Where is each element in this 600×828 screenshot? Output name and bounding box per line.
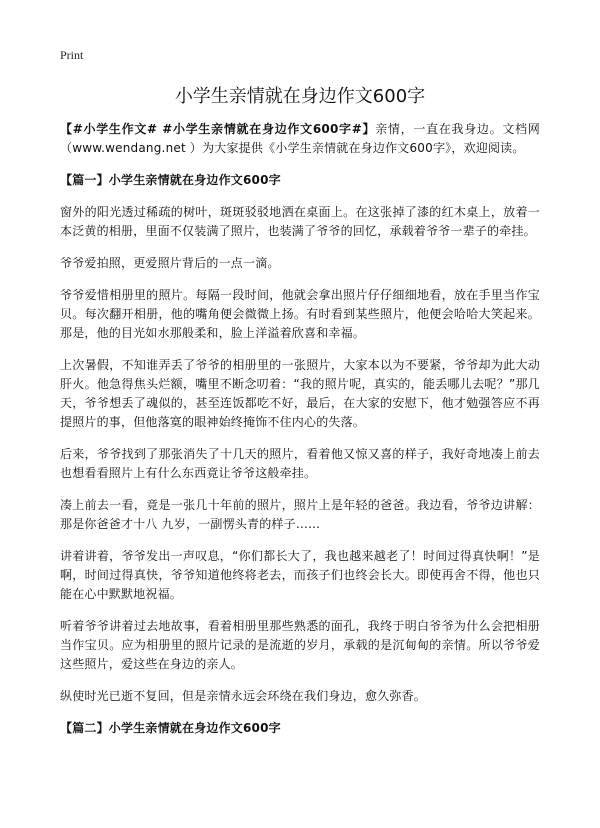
section-heading-1: 【篇一】小学生亲情就在身边作文600字	[60, 173, 281, 187]
paragraph-6: 凑上前去一看，竟是一张几十年前的照片，照片上是年轻的爸爸。我边看，爷爷边讲解：那是你爸爸才十八 九岁，一副愣头青的样子……	[60, 498, 540, 531]
document-body	[60, 120, 540, 751]
intro-tags: 【#小学生作文# #小学生亲情就在身边作文600字#】	[60, 122, 376, 136]
paragraph-5: 后来，爷爷找到了那张消失了十几天的照片，看着他又惊又喜的样子，我好奇地凑上前去也想看看照片上有什么东西竟让爷爷这般牵挂。	[60, 447, 540, 480]
section-heading-2: 【篇二】小学生亲情就在身边作文600字	[60, 721, 281, 735]
print-label: Print	[60, 48, 84, 62]
paragraph-7: 讲着讲着，爷爷发出一声叹息，“你们都长大了，我也越来越老了！时间过得真快啊！”是啊，时间过得真快，爷爷知道他终将老去，而孩子们也终会长大。即使再舍不得，他也只能在心中默默地祝福。	[60, 549, 540, 601]
document-title: 小学生亲情就在身边作文600字	[174, 86, 426, 107]
paragraph-8: 听着爷爷讲着过去地故事，看着相册里那些熟悉的面孔，我终于明白爷爷为什么会把相册当作宝贝。应为相册里的照片记录的是流逝的岁月，承载的是沉甸甸的亲情。所以爷爷爱这些照片，爱这些在身边的亲人。	[60, 619, 540, 671]
paragraph-1: 窗外的阳光透过稀疏的树叶，斑斑驳驳地洒在桌面上。在这张掉了漆的红木桌上，放着一本泛黄的相册，里面不仅装满了照片，也装满了爷爷的回忆，承载着爷爷一辈子的牵挂。	[60, 205, 540, 238]
paragraph-3: 爷爷爱惜相册里的照片。每隔一段时间，他就会拿出照片仔仔细细地看，放在手里当作宝贝。每次翻开相册，他的嘴角便会微微上扬。有时看到某些照片，他便会哈哈大笑起来。那是，他的目光如水那般柔和，脸上洋溢着欣喜和幸福。	[60, 288, 540, 340]
paragraph-9: 纵使时光已逝不复回，但是亲情永远会环绕在我们身边，愈久弥香。	[60, 689, 427, 703]
paragraph-4: 上次暑假，不知谁弄丢了爷爷的相册里的一张照片，大家本以为不要紧，爷爷却为此大动肝火。他急得焦头烂额，嘴里不断念叨着：“我的照片呢，真实的，能丢哪儿去呢？”那几天，爷爷想丢了魂似的，甚至连饭都吃不好，最后，在大家的安慰下，他才勉强答应不再提照片的事，但他落寞的眼神始终掩饰不住内心的失落。	[60, 358, 540, 429]
intro-paragraph	[60, 120, 540, 158]
intro-text: 亲情，一直在我身边。文档网（www.wendang.net ）为大家提供《小学生亲情就在身边作文600字》，欢迎阅读。	[60, 122, 540, 155]
paragraph-2: 爷爷爱拍照，更爱照片背后的一点一滴。	[60, 256, 280, 270]
